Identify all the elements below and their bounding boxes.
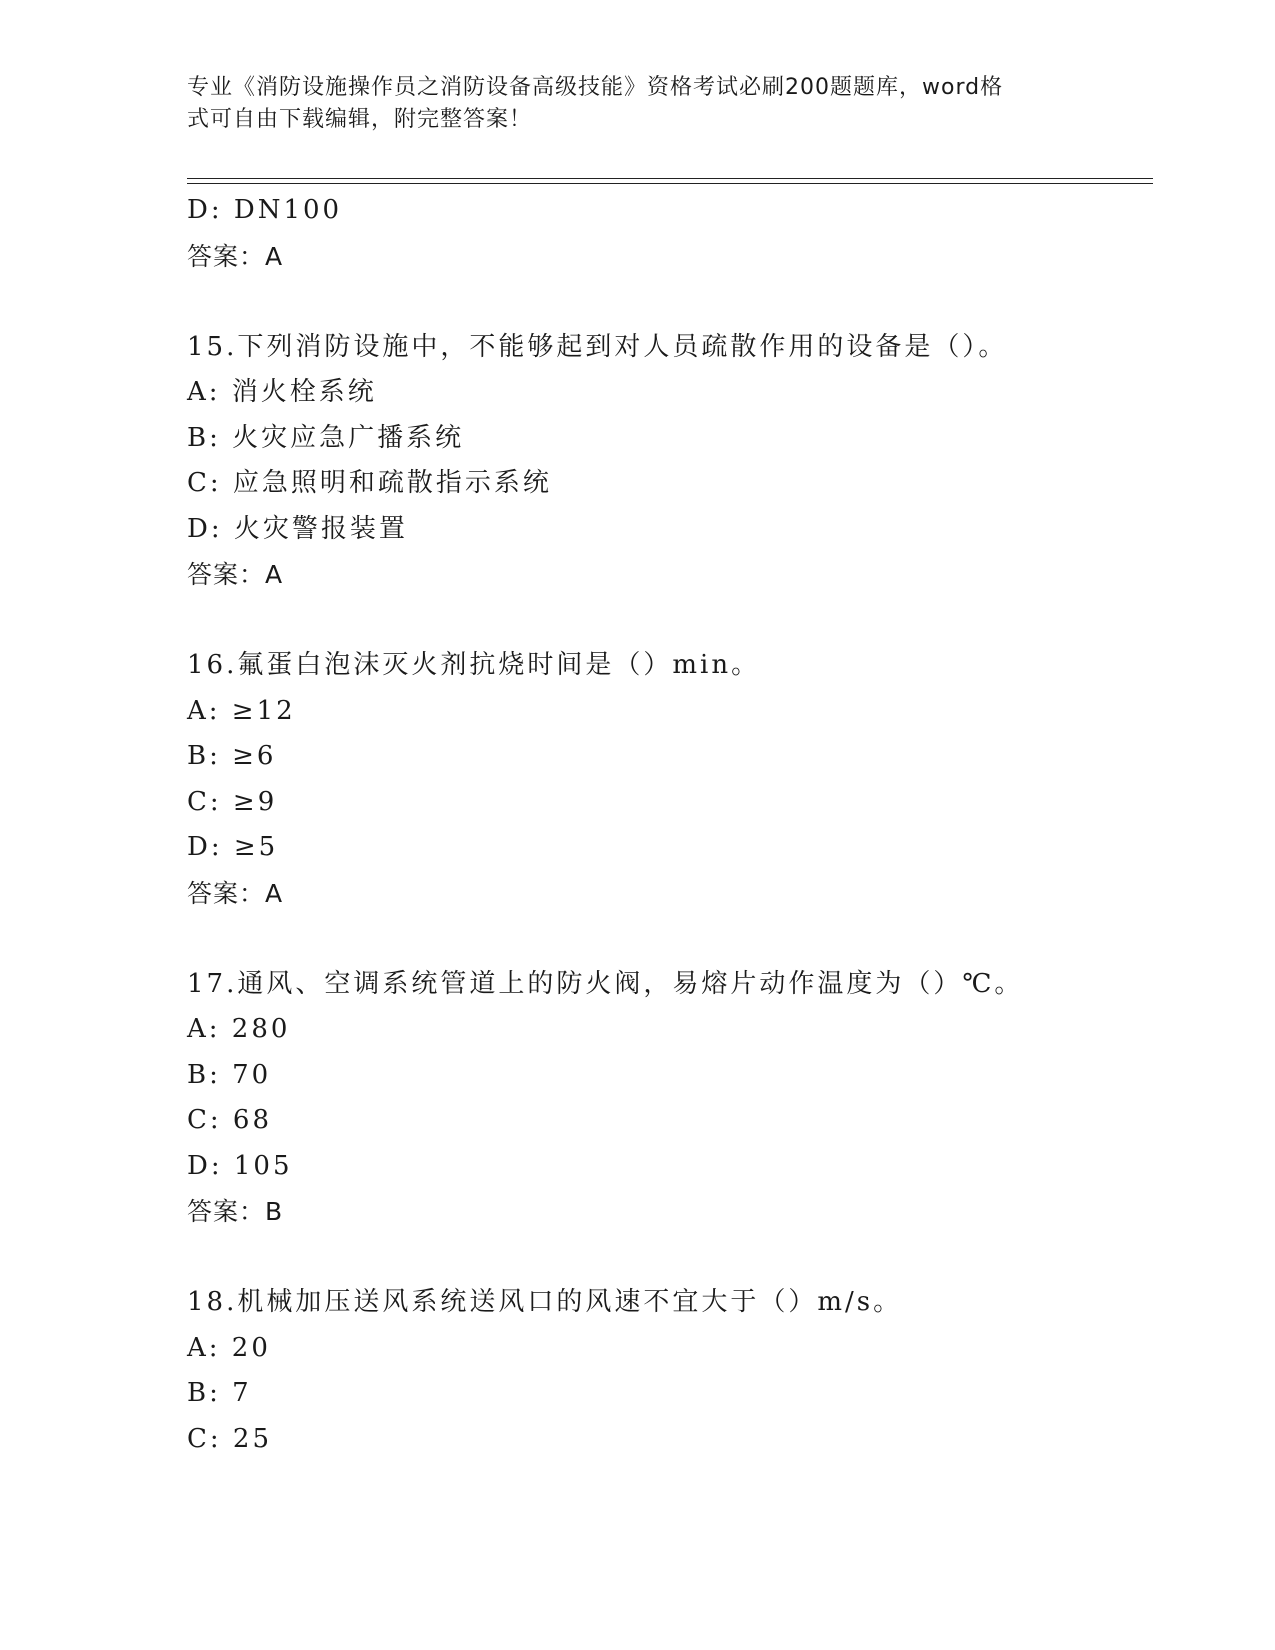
document-header xyxy=(187,72,1067,136)
question-stem: 15.下列消防设施中，不能够起到对人员疏散作用的设备是（）。 xyxy=(187,331,1008,362)
option-b: B: 7 xyxy=(187,1378,252,1408)
option-d: D: 105 xyxy=(187,1150,293,1181)
question-stem: 17.通风、空调系统管道上的防火阀，易熔片动作温度为（）℃。 xyxy=(187,968,1024,999)
question-stem: 18.机械加压送风系统送风口的风速不宜大于（）m/s。 xyxy=(187,1287,903,1317)
spacer xyxy=(187,1235,1147,1281)
option-a: A: 280 xyxy=(187,1014,291,1044)
question-18 xyxy=(187,1280,1147,1462)
question-16 xyxy=(187,643,1147,916)
answer: 答案：A xyxy=(187,560,284,589)
option-b: B: ≥6 xyxy=(187,741,277,771)
header-divider-bottom xyxy=(187,183,1153,184)
option-c: C: 25 xyxy=(187,1423,273,1454)
option-a: A: 20 xyxy=(187,1332,271,1363)
header-line-2: 式可自由下载编辑，附完整答案！ xyxy=(187,107,533,132)
spacer xyxy=(187,598,1147,644)
answer: 答案：A xyxy=(187,878,284,908)
option-a: A: ≥12 xyxy=(187,695,296,726)
option-d: D: 火灾警报装置 xyxy=(187,513,408,544)
spacer xyxy=(187,279,1147,325)
question-17 xyxy=(187,962,1147,1235)
option-b: B: 火灾应急广播系统 xyxy=(187,422,465,453)
option-c: C: ≥9 xyxy=(187,786,278,817)
option-c: C: 应急照明和疏散指示系统 xyxy=(187,468,552,498)
option-c: C: 68 xyxy=(187,1105,273,1135)
spacer xyxy=(187,916,1147,962)
header-divider-top xyxy=(187,178,1153,179)
option-a: A: 消火栓系统 xyxy=(187,377,377,407)
question-15 xyxy=(187,325,1147,598)
question-stem: 16.氟蛋白泡沫灭火剂抗烧时间是（）min。 xyxy=(187,650,761,680)
header-line-1: 专业《消防设施操作员之消防设备高级技能》资格考试必刷200题题库，word格 xyxy=(187,75,1004,100)
option-b: B: 70 xyxy=(187,1059,272,1090)
answer: 答案：B xyxy=(187,1197,284,1226)
question-list xyxy=(187,188,1147,1462)
option-d: D: ≥5 xyxy=(187,832,279,862)
prev-answer: 答案：A xyxy=(187,241,284,271)
prev-option-d: D: DN100 xyxy=(187,195,343,225)
